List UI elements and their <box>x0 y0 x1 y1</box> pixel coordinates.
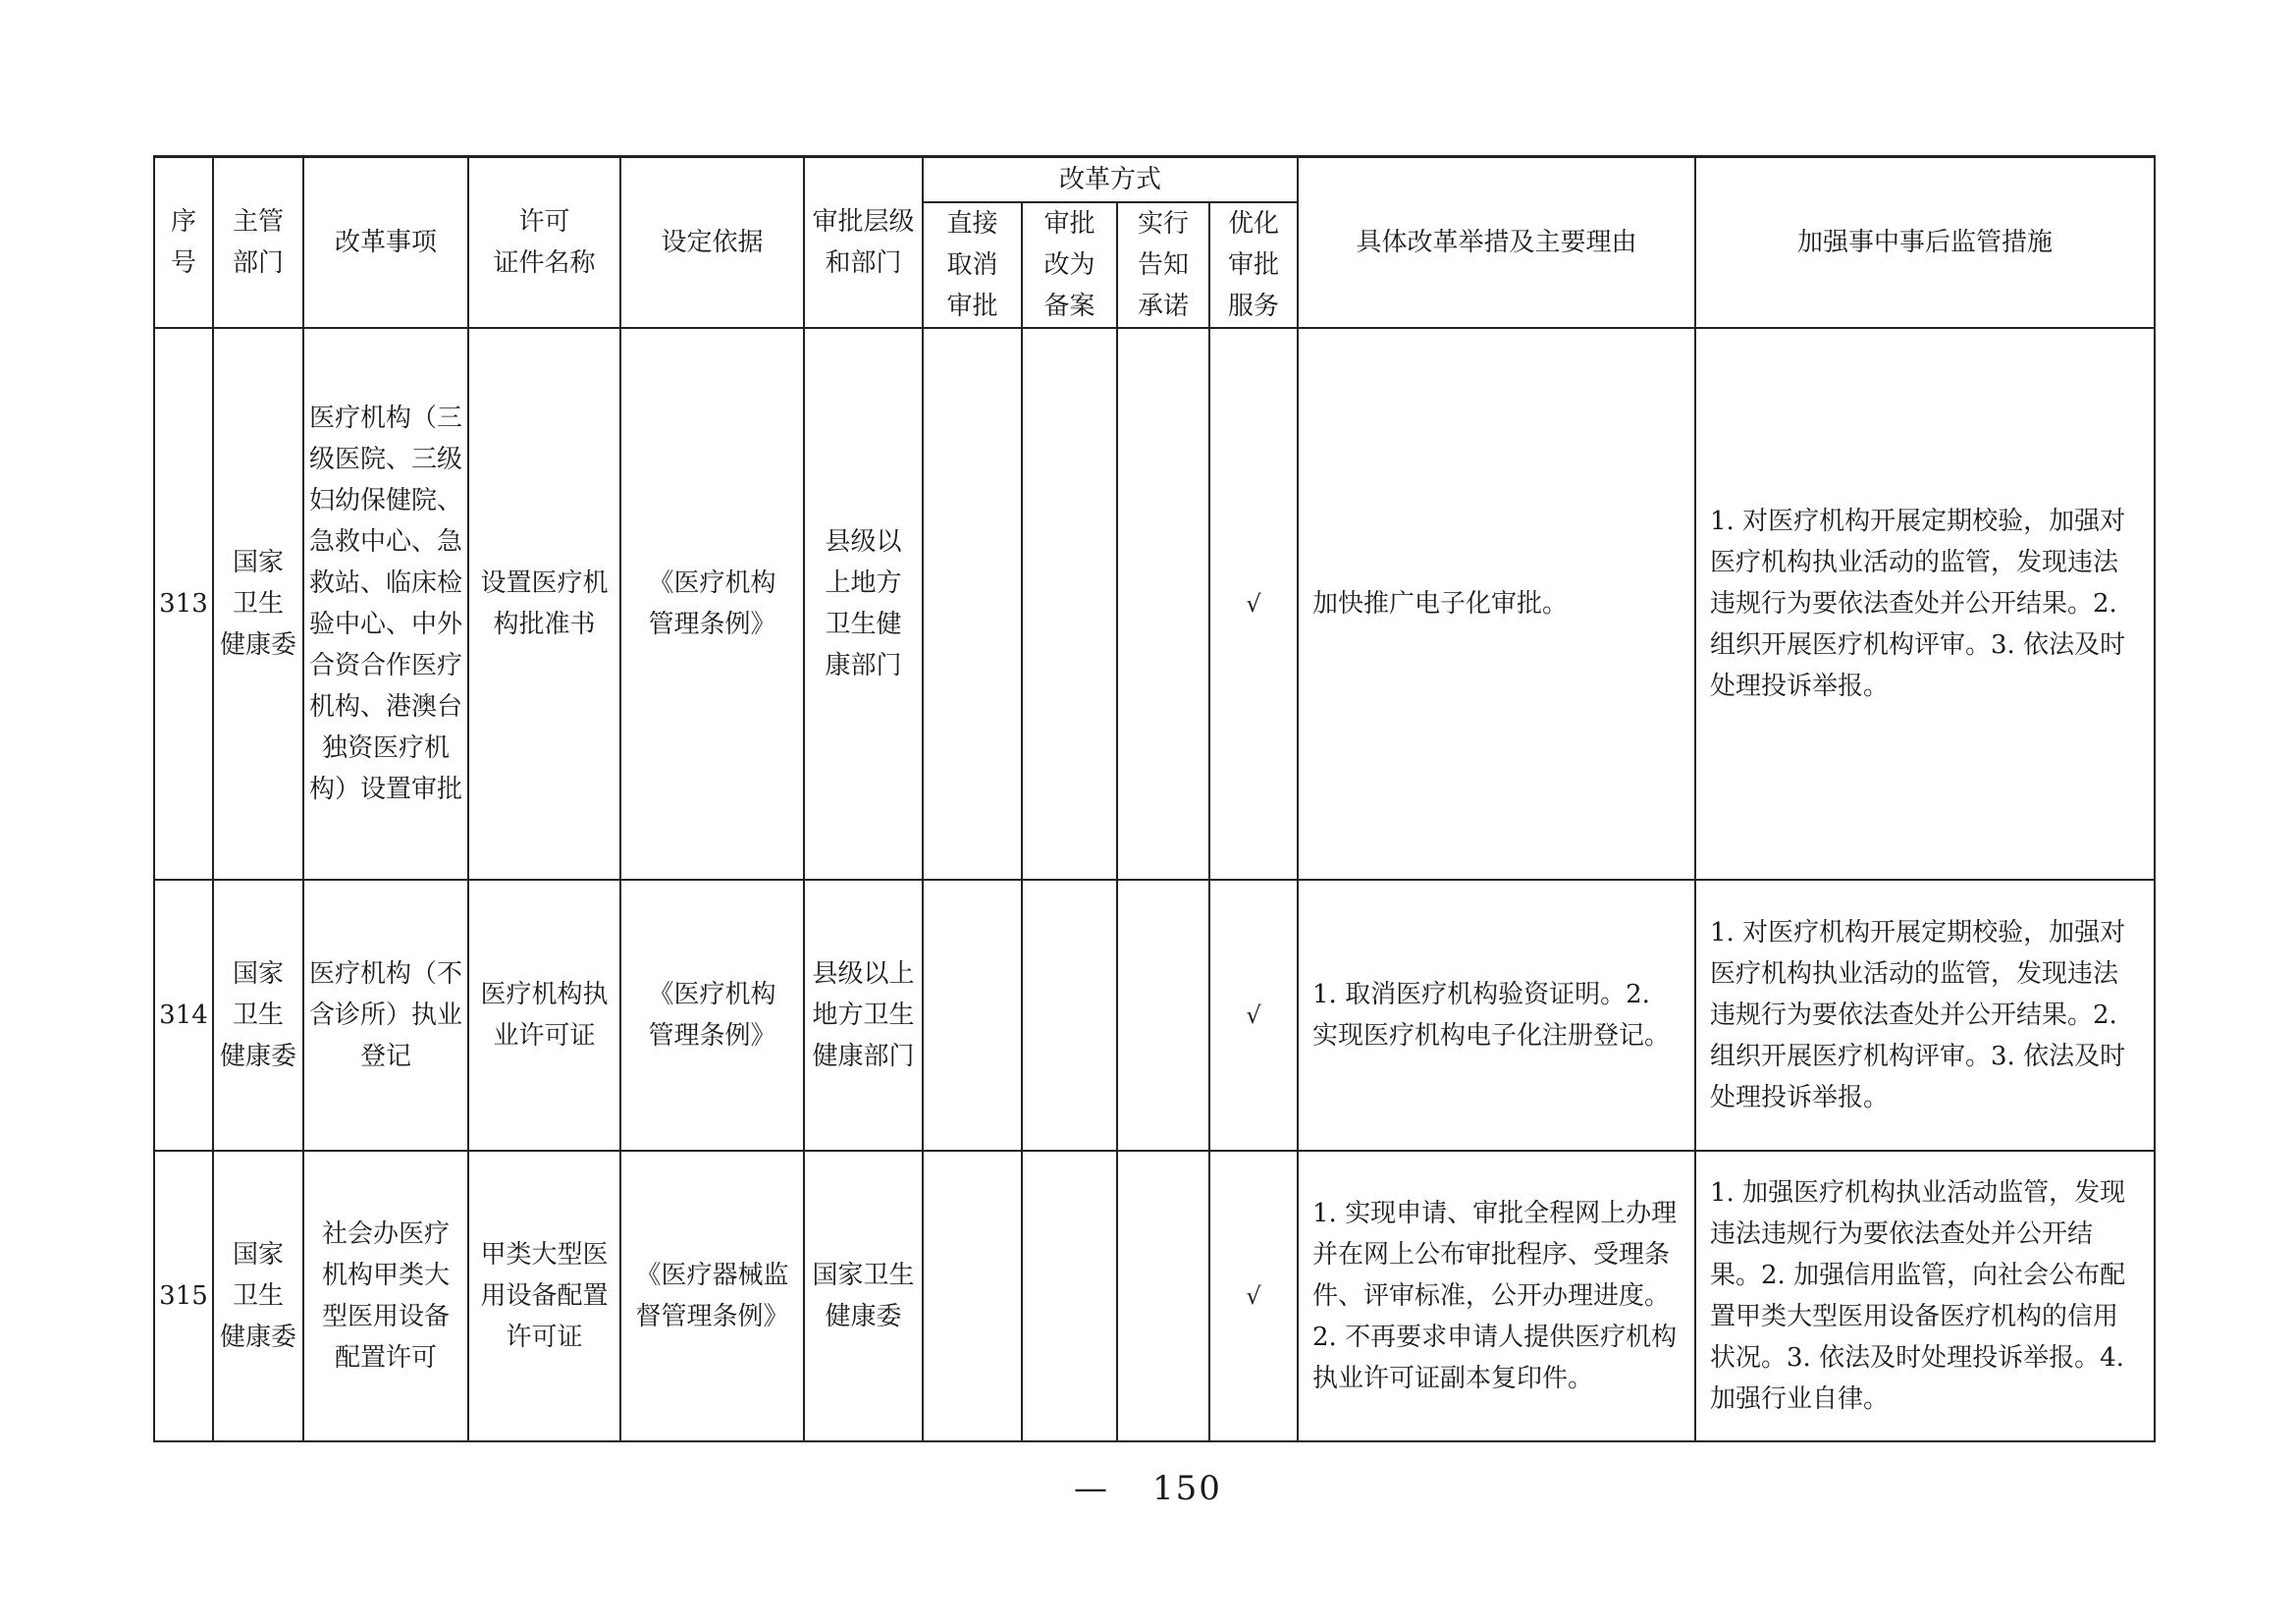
row-license: 设置医疗机构批准书 <box>468 328 620 880</box>
row-dept: 国家 卫生 健康委 <box>213 328 303 880</box>
header-mode-filing: 审批 改为 备案 <box>1022 202 1117 328</box>
page-footer <box>0 1469 2296 1508</box>
check-mark-icon: √ <box>1246 1001 1261 1029</box>
page-number: 150 <box>1152 1469 1222 1508</box>
row-seq: 315 <box>154 1151 213 1441</box>
row-mode-cancel <box>923 880 1022 1151</box>
row-mode-cancel <box>923 1151 1022 1441</box>
check-mark-icon: √ <box>1246 1281 1261 1310</box>
header-level: 审批层级 和部门 <box>804 157 923 328</box>
row-item: 医疗机构（不含诊所）执业登记 <box>303 880 468 1151</box>
table-row <box>154 880 2155 1151</box>
check-mark-icon: √ <box>1246 589 1261 618</box>
row-item: 医疗机构（三级医院、三级妇幼保健院、急救中心、急救站、临床检验中心、中外合资合作医疗机构、港澳台独资医疗机构）设置审批 <box>303 328 468 880</box>
row-level: 县级以 上地方 卫生健 康部门 <box>804 328 923 880</box>
header-seq: 序 号 <box>154 157 213 328</box>
row-supervision: 1. 对医疗机构开展定期校验，加强对医疗机构执业活动的监管，发现违法违规行为要依法查处并公开结果。2. 组织开展医疗机构评审。3. 依法及时处理投诉举报。 <box>1695 328 2155 880</box>
table-row <box>154 328 2155 880</box>
row-mode-filing <box>1022 880 1117 1151</box>
header-measures: 具体改革举措及主要理由 <box>1298 157 1695 328</box>
row-level: 县级以上地方卫生健康部门 <box>804 880 923 1151</box>
reform-table <box>153 155 2156 1442</box>
row-dept: 国家 卫生 健康委 <box>213 1151 303 1441</box>
row-mode-notify <box>1117 880 1209 1151</box>
header-supervision: 加强事中事后监管措施 <box>1695 157 2155 328</box>
row-license: 医疗机构执业许可证 <box>468 880 620 1151</box>
header-reform-mode: 改革方式 <box>923 157 1298 202</box>
row-license: 甲类大型医用设备配置许可证 <box>468 1151 620 1441</box>
row-mode-notify <box>1117 1151 1209 1441</box>
row-supervision: 1. 对医疗机构开展定期校验，加强对医疗机构执业活动的监管，发现违法违规行为要依法查处并公开结果。2. 组织开展医疗机构评审。3. 依法及时处理投诉举报。 <box>1695 880 2155 1151</box>
row-supervision: 1. 加强医疗机构执业活动监管，发现违法违规行为要依法查处并公开结果。2. 加强信用监管，向社会公布配置甲类大型医用设备医疗机构的信用状况。3. 依法及时处理投诉举报。4. 加强行业自律。 <box>1695 1151 2155 1441</box>
header-license: 许可 证件名称 <box>468 157 620 328</box>
row-level: 国家卫生健康委 <box>804 1151 923 1441</box>
header-dept: 主管 部门 <box>213 157 303 328</box>
header-basis: 设定依据 <box>620 157 804 328</box>
row-mode-filing <box>1022 1151 1117 1441</box>
header-mode-optimize: 优化 审批 服务 <box>1209 202 1298 328</box>
row-seq: 314 <box>154 880 213 1151</box>
header-row-1 <box>154 157 2155 202</box>
row-dept: 国家 卫生 健康委 <box>213 880 303 1151</box>
row-basis: 《医疗器械监督管理条例》 <box>620 1151 804 1441</box>
row-mode-cancel <box>923 328 1022 880</box>
header-mode-notify: 实行 告知 承诺 <box>1117 202 1209 328</box>
row-measures: 1. 取消医疗机构验资证明。2. 实现医疗机构电子化注册登记。 <box>1298 880 1695 1151</box>
footer-dash: — <box>1074 1469 1110 1508</box>
header-item: 改革事项 <box>303 157 468 328</box>
table-row <box>154 1151 2155 1441</box>
row-seq: 313 <box>154 328 213 880</box>
row-mode-notify <box>1117 328 1209 880</box>
row-mode-filing <box>1022 328 1117 880</box>
header-mode-cancel: 直接 取消 审批 <box>923 202 1022 328</box>
row-mode-optimize <box>1209 880 1298 1151</box>
row-measures: 1. 实现申请、审批全程网上办理并在网上公布审批程序、受理条件、评审标准，公开办理进度。2. 不再要求申请人提供医疗机构执业许可证副本复印件。 <box>1298 1151 1695 1441</box>
row-item: 社会办医疗机构甲类大型医用设备配置许可 <box>303 1151 468 1441</box>
row-mode-optimize <box>1209 328 1298 880</box>
row-basis: 《医疗机构管理条例》 <box>620 328 804 880</box>
row-mode-optimize <box>1209 1151 1298 1441</box>
row-measures: 加快推广电子化审批。 <box>1298 328 1695 880</box>
row-basis: 《医疗机构管理条例》 <box>620 880 804 1151</box>
